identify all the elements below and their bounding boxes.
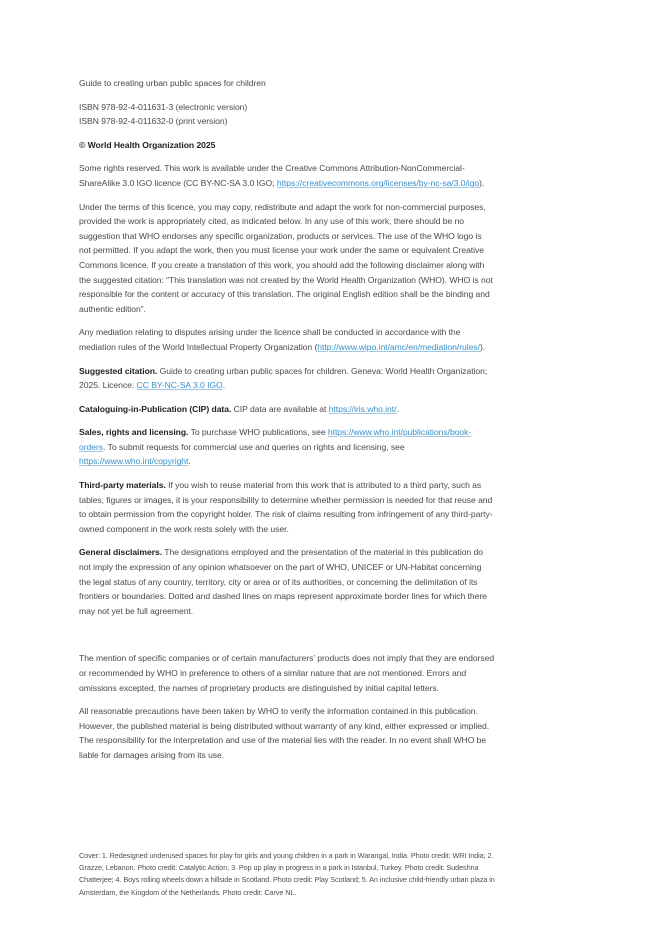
- publication-title: Guide to creating urban public spaces for children: [79, 78, 266, 88]
- general-disclaimers-paragraph: [79, 545, 495, 618]
- citation-text: Guide to creating urban public spaces for children. Geneva: World Health Organization; 2025. Licence:: [79, 365, 488, 391]
- sales-paragraph: [79, 425, 495, 469]
- rights-after: ).: [479, 177, 485, 188]
- third-party-label: Third-party materials.: [79, 480, 166, 491]
- book-orders-link[interactable]: https://www.who.int/publications/book-orders: [79, 427, 472, 452]
- citation-label: Suggested citation.: [79, 365, 158, 376]
- rights-text: Some rights reserved. This work is available under the Creative Commons Attribution-NonCommercial-ShareAlike 3.0 IGO licence (CC BY-NC-SA 3.0 IGO;: [79, 163, 465, 188]
- main-content: [79, 76, 495, 763]
- licence-link[interactable]: CC BY-NC-SA 3.0 IGO: [136, 380, 223, 391]
- sales-middle: . To submit requests for commercial use and queries on rights and licensing, see: [103, 441, 405, 452]
- general-disclaimers-text: The designations employed and the presentation of the material in this publication do not imply the expression of any opinion whatsoever on the part of WHO, UNICEF or UN-Habitat concerning the legal status of any country, territory, city or area or of its authorities, or concerning the delimitation of its frontiers or boundaries. Dotted and dashed lines on maps represent approximate border lines for which there may not yet be full agreement.: [79, 547, 487, 616]
- sales-label: Sales, rights and licensing.: [79, 427, 189, 438]
- third-party-paragraph: [79, 478, 495, 536]
- copyright-link[interactable]: https://www.who.int/copyright: [79, 456, 189, 467]
- citation-paragraph: [79, 364, 495, 393]
- cip-label: Cataloguing-in-Publication (CIP) data.: [79, 403, 232, 414]
- companies-paragraph: The mention of specific companies or of certain manufacturers’ products does not imply that they are endorsed or recommended by WHO in preference to others of a similar nature that are not mentioned. Errors and omissions excepted, the names of proprietary products are distinguished by initial capital letters.: [79, 653, 495, 693]
- isbn-electronic: ISBN 978-92-4-011631-3 (electronic version): [79, 101, 248, 112]
- sales-text: To purchase WHO publications, see: [188, 427, 328, 438]
- creative-commons-link[interactable]: https://creativecommons.org/licenses/by-nc-sa/3.0/igo: [276, 177, 480, 188]
- copyright-notice: © World Health Organization 2025: [79, 139, 216, 150]
- general-disclaimers-label: General disclaimers.: [79, 547, 163, 558]
- iris-link[interactable]: https://iris.who.int/: [328, 403, 397, 414]
- mediation-paragraph: [79, 325, 495, 354]
- third-party-text: If you wish to reuse material from this work that is attributed to a third party, such as tables, figures or images, it is your responsibility to determine whether permission is needed for that reuse and to obtain permission from the copyright holder. The risk of claims resulting from infringement of any third-party-owned component in the work rests solely with the user.: [79, 480, 493, 534]
- cip-after: .: [396, 403, 399, 414]
- citation-after: .: [222, 380, 226, 391]
- precautions-paragraph: All reasonable precautions have been taken by WHO to verify the information contained in this publication. However, the published material is being distributed without warranty of any kind, either expressed or implied. The responsibility for the interpretation and use of the material lies with the reader. In no event shall WHO be liable for damages arising from its use.: [79, 706, 490, 760]
- sales-after: .: [188, 456, 191, 467]
- wipo-link[interactable]: http://www.wipo.int/amc/en/mediation/rules/: [317, 341, 480, 352]
- cip-text: CIP data are available at: [231, 403, 329, 414]
- mediation-text: Any mediation relating to disputes arising under the licence shall be conducted in accordance with the mediation rules of the World Intellectual Property Organization (: [79, 327, 461, 352]
- terms-paragraph: Under the terms of this licence, you may copy, redistribute and adapt the work for non-commercial purposes, provided the work is appropriately cited, as indicated below. In any use of this work, there should be no suggestion that WHO endorses any specific organization, products or services. The use of the WHO logo is not permitted. If you adapt the work, then you must license your work under the same or equivalent Creative Commons licence. If you create a translation of this work, you should add the following disclaimer along with the suggested citation: “This translation was not created by the World Health Organization (WHO). WHO is not responsible for the content or accuracy of this translation. The original English edition shall be the binding and authentic edition”.: [79, 201, 493, 314]
- mediation-after: ).: [479, 341, 486, 352]
- rights-paragraph: [79, 161, 495, 190]
- cip-paragraph: [79, 402, 495, 417]
- isbn-print: ISBN 978-92-4-011632-0 (print version): [79, 116, 228, 127]
- cover-credits: Cover: 1. Redesigned underused spaces for play for girls and young children in a park in Warangal, India. Photo credit: WRI India; 2. Grazze, Lebanon. Photo credit: Catalytic Action; 3. Pop up play in progress in a park in Istanbul, Turkey. Photo credit: Sudeshna Chatterjee; 4. Boys rolling wheels down a hillside in Scotland. Photo credit: Play Scotland; 5. An inclusive child-friendly urban plaza in Amsterdam, the Kingdom of the Netherlands. Photo credit: Carve NL.: [79, 851, 495, 897]
